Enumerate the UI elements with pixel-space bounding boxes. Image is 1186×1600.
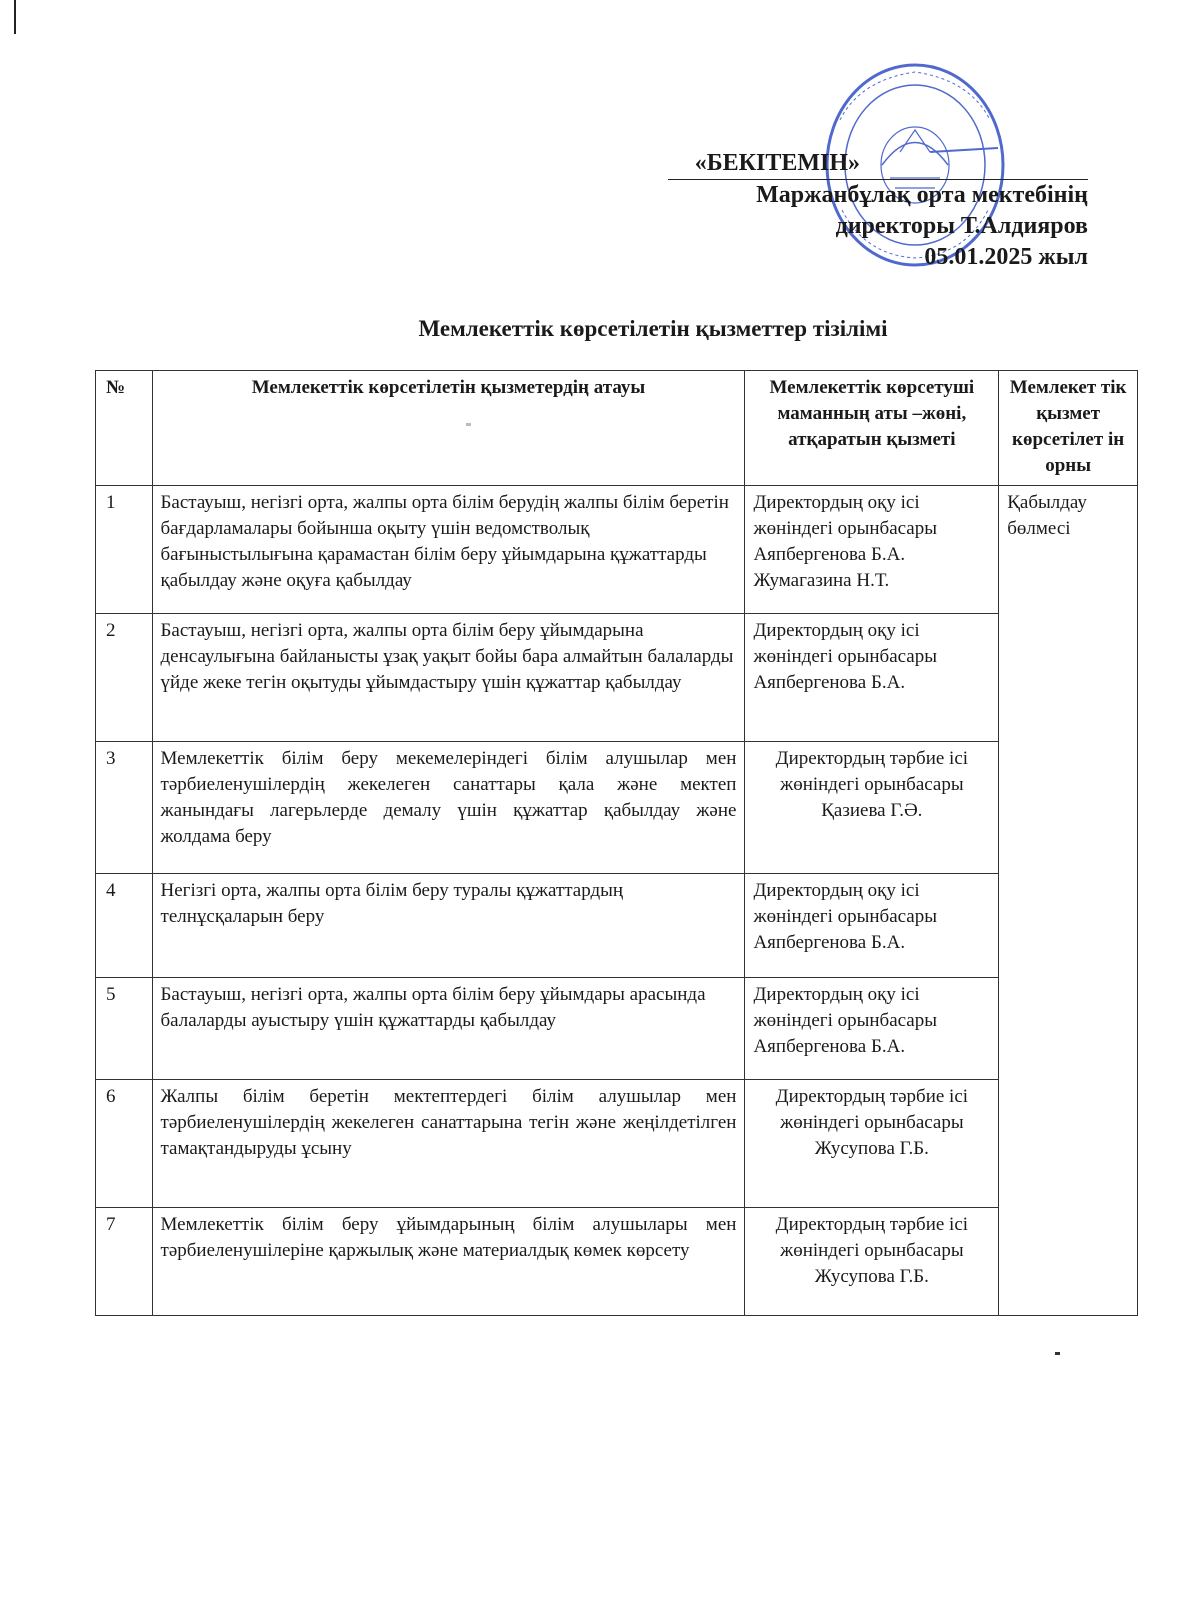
responsible-names: Жусупова Г.Б. — [814, 1266, 929, 1287]
header-responsible: Мемлекеттік көрсетуші маманның аты –жөні, атқаратын қызметі — [745, 371, 999, 486]
row-service-name: Бастауыш, негізгі орта, жалпы орта білім беру ұйымдарына денсаулығына байланысты ұзақ уақыт бойы бара алмайтын балаларды үйде жеке тегін оқытуды ұйымдастыру үшін құжаттар қабылдау — [152, 614, 745, 742]
responsible-role: Директордың оқу ісі жөніндегі орынбасары — [753, 492, 937, 539]
approval-block — [668, 148, 1088, 273]
row-responsible — [745, 614, 999, 742]
table-row — [96, 1208, 1138, 1316]
responsible-role: Директордың тәрбие ісі жөніндегі орынбасары — [775, 1086, 969, 1133]
row-service-name: Бастауыш, негізгі орта, жалпы орта білім беру ұйымдары арасында балаларды ауыстыру үшін құжаттарды қабылдау — [152, 978, 745, 1080]
row-num: 2 — [96, 614, 153, 742]
services-table — [95, 370, 1138, 1316]
row-service-name: Бастауыш, негізгі орта, жалпы орта білім берудің жалпы білім беретін бағдарламалары бойынша оқыту үшін ведомстволық бағыныстылығына қарамастан білім беру ұйымдарына құжаттарды қабылдау және оқуға қабылдау — [152, 486, 745, 614]
row-num: 7 — [96, 1208, 153, 1316]
table-row — [96, 978, 1138, 1080]
responsible-names: Аяпбергенова Б.А. — [753, 672, 906, 693]
approval-heading-row — [668, 148, 1088, 180]
approval-line-director: директоры Т.Алдияров — [835, 213, 1088, 239]
row-responsible — [745, 486, 999, 614]
responsible-names: Аяпбергенова Б.А. — [753, 932, 906, 953]
table-row — [96, 742, 1138, 874]
row-service-name: Мемлекеттік білім беру ұйымдарының білім алушылары мен тәрбиеленушілеріне қаржылық және материалдық көмек көрсету — [152, 1208, 745, 1316]
row-responsible — [745, 742, 999, 874]
header-service-name: Мемлекеттік көрсетілетін қызметердің атауы — [152, 371, 745, 486]
table-row — [96, 614, 1138, 742]
row-responsible — [745, 874, 999, 978]
row-responsible — [745, 1208, 999, 1316]
row-num: 6 — [96, 1080, 153, 1208]
row-num: 3 — [96, 742, 153, 874]
row-responsible — [745, 978, 999, 1080]
row-service-name: Жалпы білім беретін мектептердегі білім алушылар мен тәрбиеленушілердің жекелеген санаттарына тегін және жеңілдетілген тамақтандыруды ұсыну — [152, 1080, 745, 1208]
responsible-names: Жусупова Г.Б. — [814, 1138, 929, 1159]
document-title: Мемлекеттік көрсетілетін қызметтер тізілімі — [418, 316, 888, 341]
page-edge-mark — [14, 0, 16, 34]
header-place: Мемлекет тік қызмет көрсетілет ін орны — [999, 371, 1138, 486]
approval-date: 05.01.2025 жыл — [924, 244, 1088, 270]
header-num: № — [96, 371, 153, 486]
table-row — [96, 874, 1138, 978]
responsible-role: Директордың тәрбие ісі жөніндегі орынбасары — [775, 748, 969, 795]
row-num: 4 — [96, 874, 153, 978]
responsible-names: Аяпбергенова Б.А. Жумагазина Н.Т. — [753, 544, 906, 591]
table-row — [96, 1080, 1138, 1208]
row-service-name: Негізгі орта, жалпы орта білім беру туралы құжаттардың телнұсқаларын беру — [152, 874, 745, 978]
responsible-names: Қазиева Г.Ә. — [821, 800, 923, 821]
table-row — [96, 486, 1138, 614]
responsible-role: Директордың тәрбие ісі жөніндегі орынбасары — [775, 1214, 969, 1261]
approval-heading: «БЕКІТЕМІН» — [694, 150, 860, 176]
table-header-row — [96, 371, 1138, 486]
row-service-name: Мемлекеттік білім беру мекемелеріндегі білім алушылар мен тәрбиеленушілердің жекелеген санаттары қала және мектеп жанындағы лагерьлерде демалу үшін құжаттар қабылдау және жолдама беру — [152, 742, 745, 874]
responsible-role: Директордың оқу ісі жөніндегі орынбасары — [753, 880, 937, 927]
place-cell: Қабылдау бөлмесі — [999, 486, 1138, 1316]
responsible-names: Аяпбергенова Б.А. — [753, 1036, 906, 1057]
approval-line-school: Маржанбұлақ орта мектебінің — [756, 182, 1088, 208]
row-responsible — [745, 1080, 999, 1208]
row-num: 5 — [96, 978, 153, 1080]
row-num: 1 — [96, 486, 153, 614]
responsible-role: Директордың оқу ісі жөніндегі орынбасары — [753, 620, 937, 667]
responsible-role: Директордың оқу ісі жөніндегі орынбасары — [753, 984, 937, 1031]
scan-speck — [1055, 1352, 1060, 1355]
